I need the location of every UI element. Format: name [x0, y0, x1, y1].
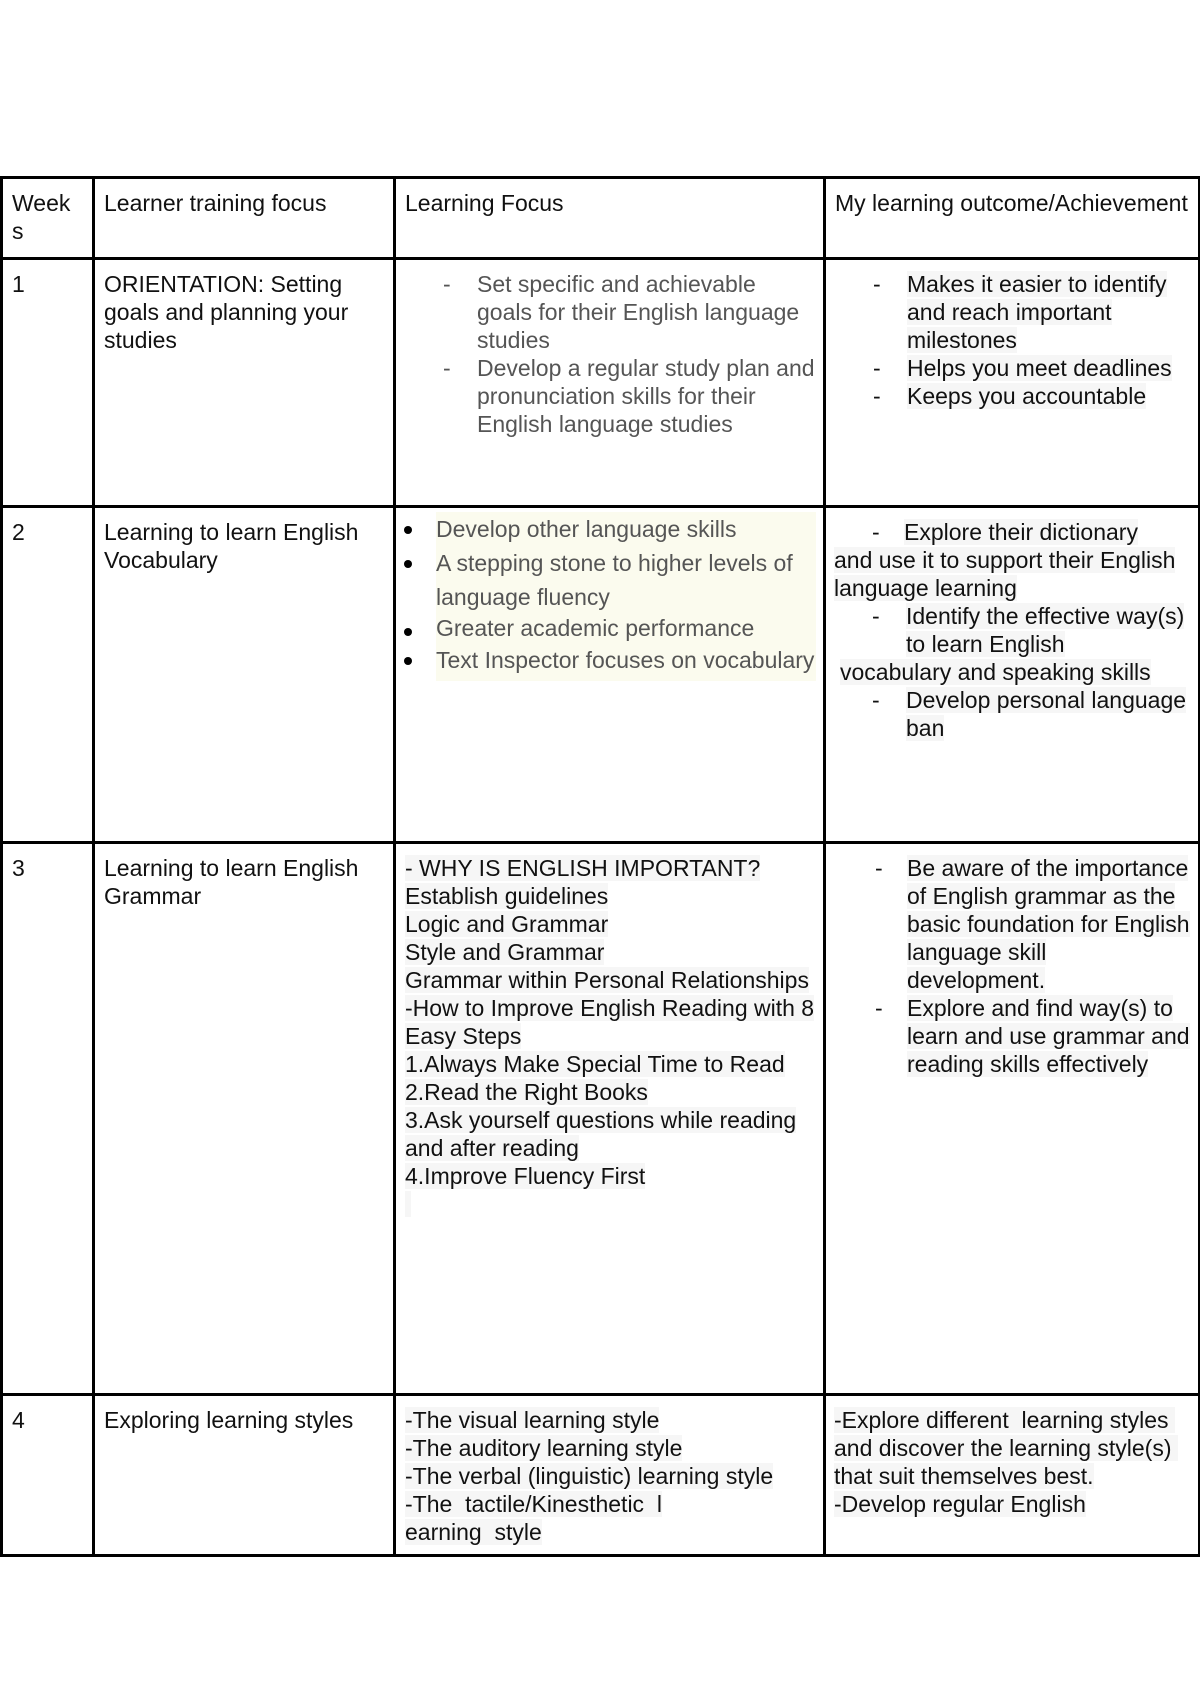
- learning-focus-cell: [395, 507, 825, 843]
- text-line: 4.Improve Fluency First: [405, 1163, 646, 1189]
- table-header-row: [2, 178, 1200, 259]
- text-line: - WHY IS ENGLISH IMPORTANT?: [405, 855, 761, 881]
- text-line: Grammar within Personal Relationships: [405, 967, 809, 993]
- header-learner-training-focus: Learner training focus: [94, 178, 395, 259]
- text-line: -The tactile/Kinesthetic l: [405, 1491, 662, 1517]
- text-line: earning style: [405, 1519, 542, 1545]
- learning-focus-cell: [395, 259, 825, 507]
- text-line: Style and Grammar: [405, 939, 605, 965]
- list-item: - Set specific and achievable goals for their English language studies: [405, 270, 815, 354]
- text-line: -Explore different learning styles and discover the learning style(s) that suit themselves best.: [834, 1407, 1178, 1489]
- training-focus: Learning to learn English Grammar: [94, 843, 395, 1395]
- list-item: A stepping stone to higher levels of language fluency: [400, 546, 816, 614]
- outcome-line: - Explore their dictionary: [872, 519, 1138, 545]
- table-row: [2, 507, 1200, 843]
- week-number: 3: [2, 843, 94, 1395]
- list-item: - Keeps you accountable: [835, 382, 1190, 410]
- list-item: Greater academic performance: [400, 614, 816, 643]
- table-row: [2, 259, 1200, 507]
- training-focus: Exploring learning styles: [94, 1395, 395, 1556]
- text-line: 3.Ask yourself questions while reading and after reading: [405, 1107, 797, 1161]
- table-row: [2, 843, 1200, 1395]
- text-line: -The auditory learning style: [405, 1435, 683, 1461]
- empty-line: [405, 1190, 815, 1218]
- week-number: 1: [2, 259, 94, 507]
- text-line: Establish guidelines: [405, 883, 609, 909]
- text-line: -Develop regular English: [834, 1491, 1086, 1517]
- outcome-cell: [825, 1395, 1200, 1556]
- table-row: [2, 1395, 1200, 1556]
- training-focus: Learning to learn English Vocabulary: [94, 507, 395, 843]
- list-item: Develop other language skills: [400, 512, 816, 546]
- text-line: 1.Always Make Special Time to Read: [405, 1051, 785, 1077]
- text-line: -The verbal (linguistic) learning style: [405, 1463, 774, 1489]
- outcome-list: [835, 854, 1190, 1078]
- list-item: Text Inspector focuses on vocabulary: [400, 643, 816, 677]
- list-item: - Explore and find way(s) to learn and use grammar and reading skills effectively: [835, 994, 1190, 1078]
- outcome-line: - Identify the effective way(s) to learn English: [872, 603, 1185, 657]
- week-number: 2: [2, 507, 94, 843]
- text-line: -The visual learning style: [405, 1407, 660, 1433]
- list-item: - Develop a regular study plan and pronunciation skills for their English language studies: [405, 354, 815, 438]
- outcome-cell: [825, 843, 1200, 1395]
- learning-plan-table: [0, 176, 1200, 1557]
- highlighted-list-box: [436, 512, 816, 681]
- outcome-line: - Develop personal language ban: [872, 687, 1187, 741]
- header-outcome: My learning outcome/Achievement: [825, 178, 1200, 259]
- week-number: 4: [2, 1395, 94, 1556]
- learning-focus-list: [405, 270, 815, 438]
- list-item: - Helps you meet deadlines: [835, 354, 1190, 382]
- header-weeks: Week s: [2, 178, 94, 259]
- outcome-cell: [825, 507, 1200, 843]
- training-focus: ORIENTATION: Setting goals and planning your studies: [94, 259, 395, 507]
- text-line: -How to Improve English Reading with 8 Easy Steps: [405, 995, 815, 1049]
- learning-focus-cell: [395, 843, 825, 1395]
- outcome-line: vocabulary and speaking skills: [840, 659, 1151, 685]
- list-item: - Makes it easier to identify and reach important milestones: [835, 270, 1190, 354]
- text-line: Logic and Grammar: [405, 911, 609, 937]
- outcome-line: and use it to support their English language learning: [834, 547, 1176, 601]
- outcome-list: [835, 270, 1190, 410]
- learning-focus-list: [400, 512, 816, 677]
- header-learning-focus: Learning Focus: [395, 178, 825, 259]
- list-item: - Be aware of the importance of English grammar as the basic foundation for English language skill development.: [835, 854, 1190, 994]
- learning-focus-cell: [395, 1395, 825, 1556]
- outcome-cell: [825, 259, 1200, 507]
- text-line: 2.Read the Right Books: [405, 1079, 648, 1105]
